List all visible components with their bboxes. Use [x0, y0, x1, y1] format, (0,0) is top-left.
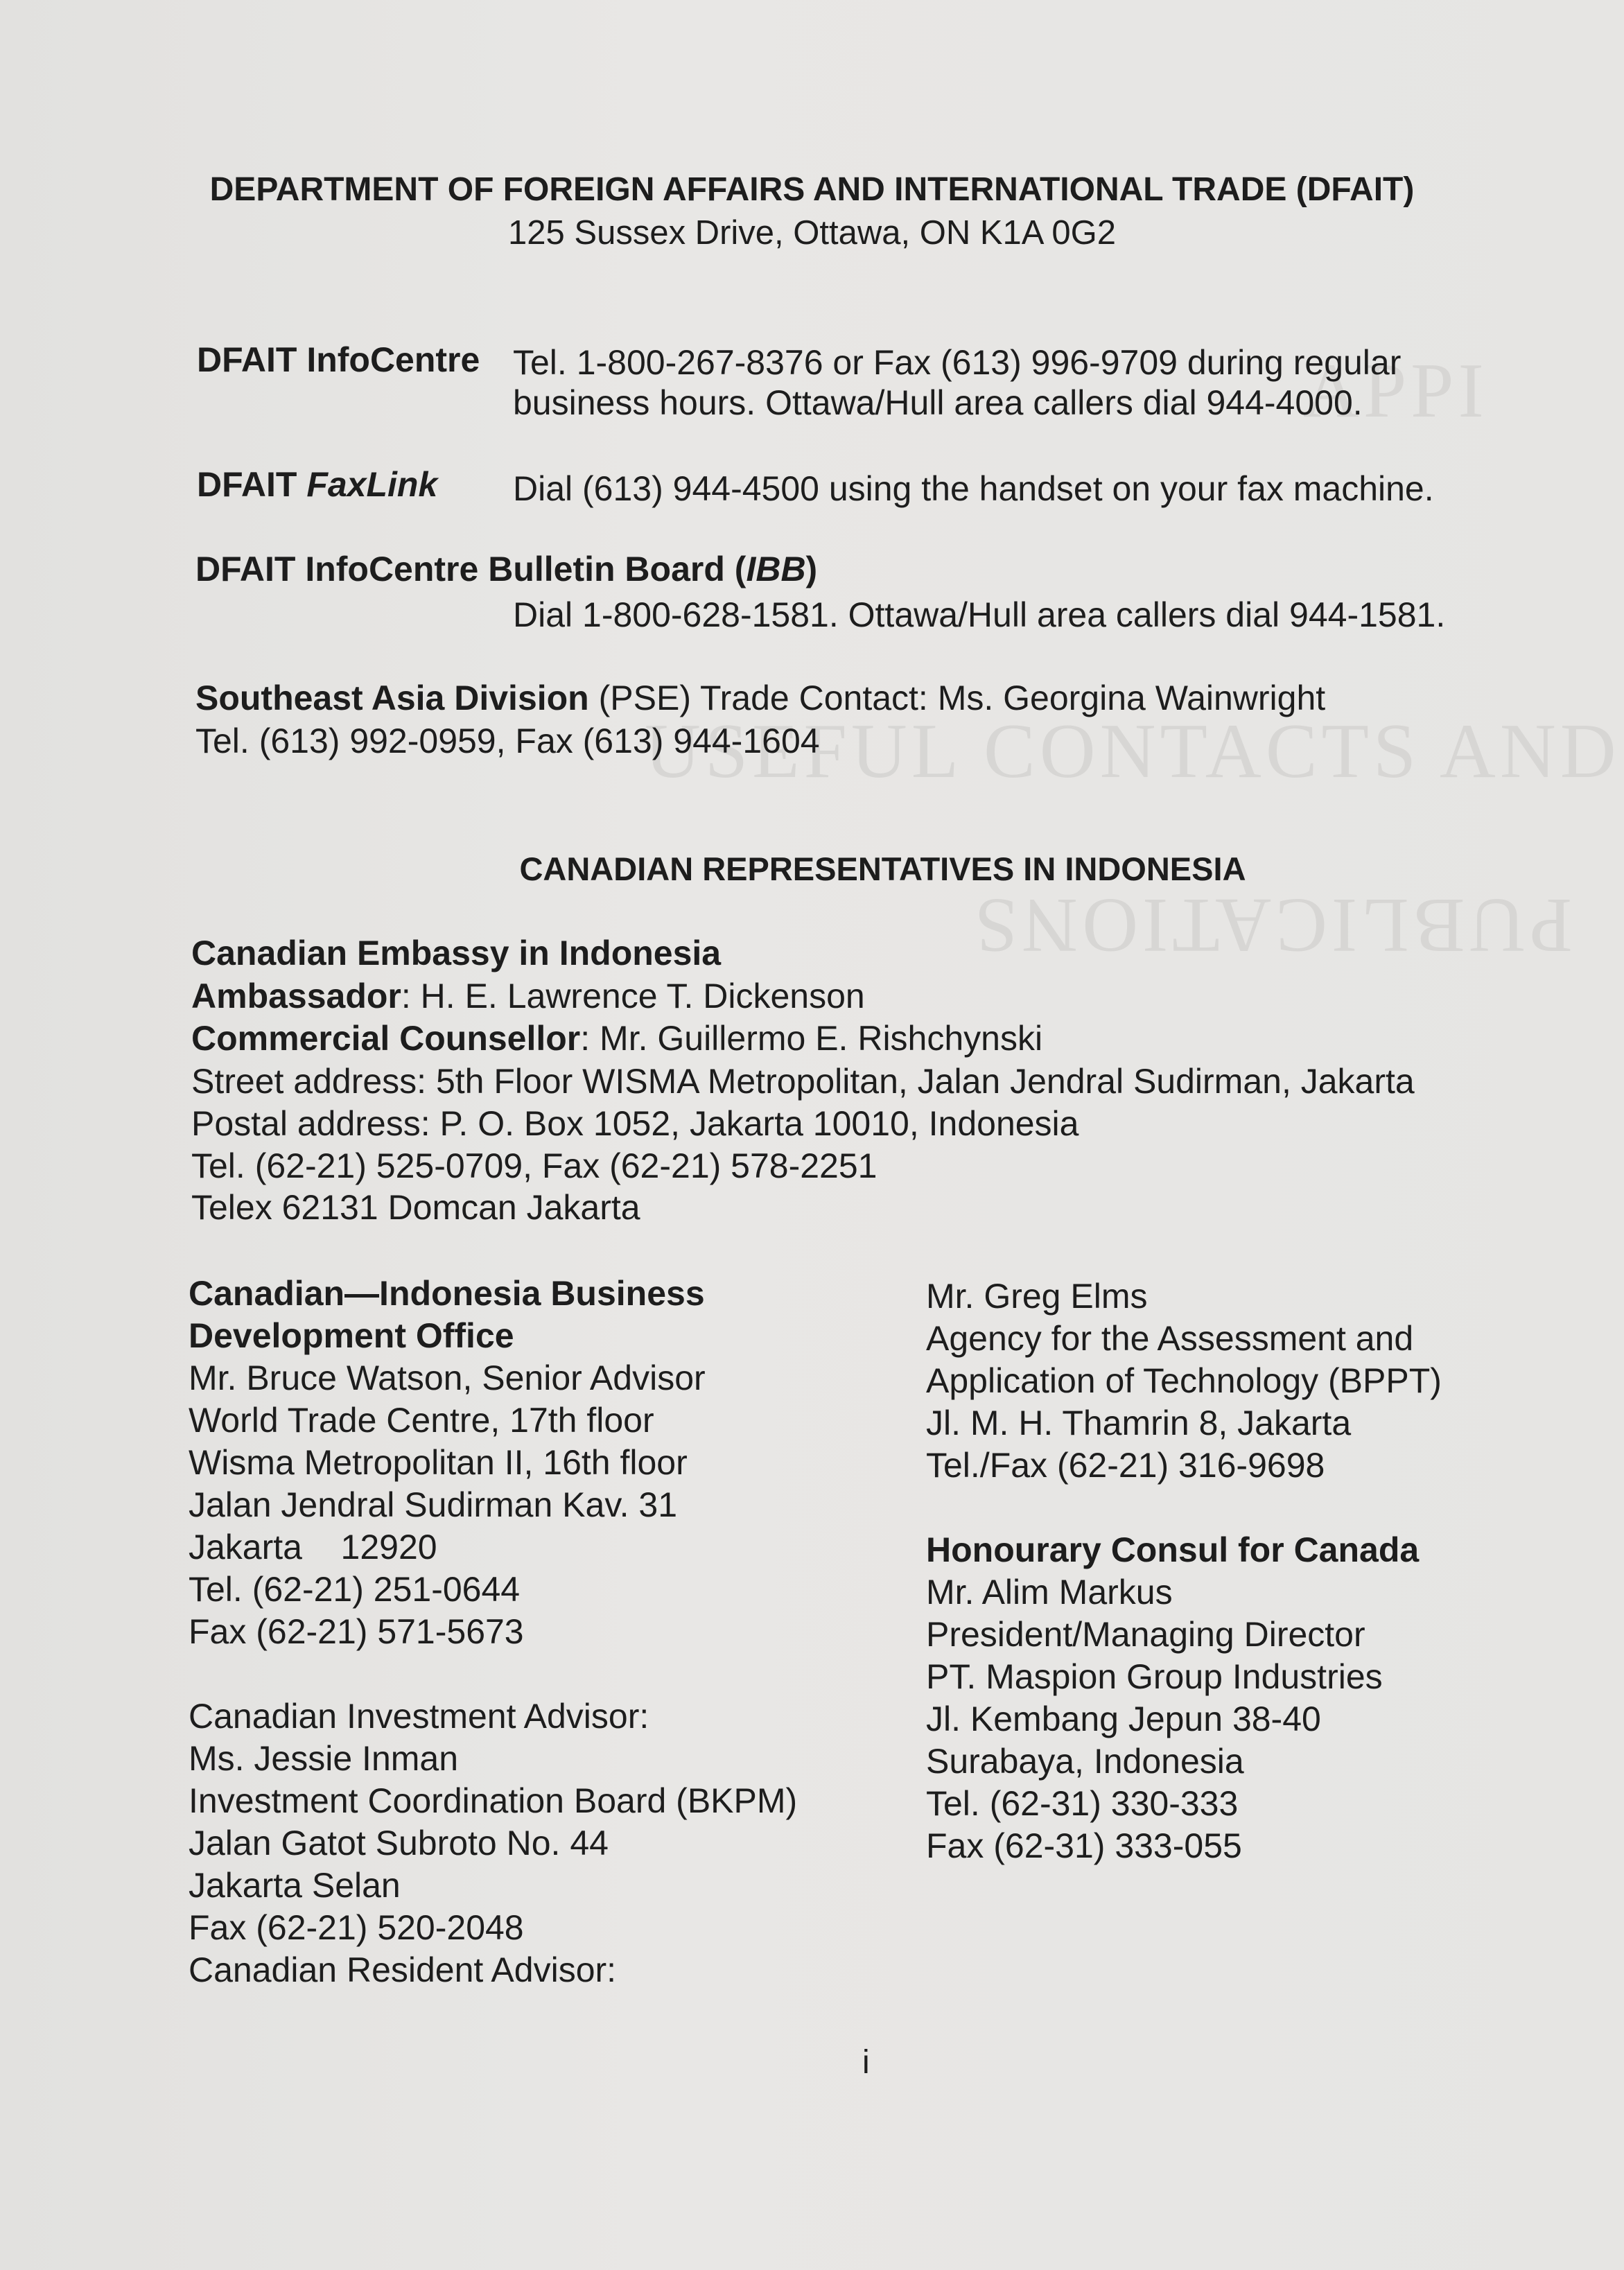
list-item: Tel./Fax (62-21) 316-9698 [926, 1446, 1325, 1485]
list-item: Mr. Greg Elms [926, 1277, 1148, 1316]
sea-tel: Tel. (613) 992-0959, Fax (613) 944-1604 [195, 722, 820, 760]
list-item: Application of Technology (BPPT) [926, 1361, 1442, 1400]
bulletin-label [195, 552, 817, 586]
bleed-through-text: APPI [1303, 348, 1488, 434]
business-office-title-1: Canadian—Indonesia Business [189, 1274, 705, 1313]
sea-text: (PSE) Trade Contact: Ms. Georgina Wainwright [588, 679, 1326, 717]
dfait-title: DEPARTMENT OF FOREIGN AFFAIRS AND INTERNATIONAL TRADE (DFAIT) [209, 171, 1415, 208]
left-column [189, 1273, 797, 1991]
list-item: Fax (62-31) 333-055 [926, 1826, 1242, 1865]
sea-label: Southeast Asia Division [195, 679, 589, 717]
list-item: Surabaya, Indonesia [926, 1742, 1244, 1781]
bulletin-label-italic: IBB [746, 550, 806, 588]
infocentre-line1: Tel. 1-800-267-8376 or Fax (613) 996-9709 during regular [513, 343, 1402, 382]
faxlink-label-prefix: DFAIT [197, 465, 307, 504]
list-item: Jl. Kembang Jepun 38-40 [926, 1700, 1321, 1738]
list-item: PT. Maspion Group Industries [926, 1657, 1383, 1696]
business-office-title-2: Development Office [189, 1316, 514, 1355]
list-item: Mr. Bruce Watson, Senior Advisor [189, 1359, 706, 1397]
page-number: i [862, 2044, 870, 2081]
faxlink-label-italic: FaxLink [306, 465, 438, 504]
list-item: Canadian Resident Advisor: [189, 1950, 617, 1989]
list-item: Tel. (62-31) 330-333 [926, 1784, 1239, 1823]
embassy-title: Canadian Embassy in Indonesia [191, 934, 722, 972]
list-item: Jakarta Selan [189, 1866, 401, 1905]
infocentre-label: DFAIT InfoCentre [197, 340, 480, 379]
embassy-street: Street address: 5th Floor WISMA Metropolitan, Jalan Jendral Sudirman, Jakarta [191, 1062, 1415, 1101]
list-item: Wisma Metropolitan II, 16th floor [189, 1443, 688, 1482]
bulletin-label-end: ) [805, 550, 818, 588]
list-item: Agency for the Assessment and [926, 1319, 1414, 1358]
faxlink-text: Dial (613) 944-4500 using the handset on your fax machine. [513, 469, 1434, 508]
list-item: Jakarta 12920 [189, 1528, 437, 1566]
list-item: Ms. Jessie Inman [189, 1739, 459, 1778]
ambassador-line [191, 979, 865, 1013]
spacer [926, 1487, 1442, 1529]
list-item: Mr. Alim Markus [926, 1573, 1173, 1612]
right-column [926, 1275, 1442, 1867]
ambassador-label: Ambassador [191, 977, 401, 1015]
reps-heading: CANADIAN REPRESENTATIVES IN INDONESIA [519, 850, 1246, 887]
embassy-postal: Postal address: P. O. Box 1052, Jakarta 10010, Indonesia [191, 1104, 1079, 1143]
list-item: Jalan Gatot Subroto No. 44 [189, 1824, 609, 1862]
dfait-address: 125 Sussex Drive, Ottawa, ON K1A 0G2 [508, 214, 1116, 252]
counsellor-label: Commercial Counsellor [191, 1019, 581, 1058]
faxlink-label [197, 467, 437, 502]
consul-title: Honourary Consul for Canada [926, 1530, 1420, 1569]
bleed-through-text: USEFUL CONTACTS AND [645, 708, 1621, 794]
bleed-through-text: PUBLICATIONS [970, 882, 1573, 968]
list-item: Fax (62-21) 571-5673 [189, 1612, 524, 1651]
list-item: Jl. M. H. Thamrin 8, Jakarta [926, 1404, 1352, 1442]
infocentre-line2: business hours. Ottawa/Hull area callers dial 944-4000. [513, 383, 1363, 422]
bulletin-text: Dial 1-800-628-1581. Ottawa/Hull area callers dial 944-1581. [513, 595, 1446, 634]
spacer [189, 1653, 797, 1695]
bulletin-label-main: DFAIT InfoCentre Bulletin Board ( [195, 550, 746, 588]
ambassador-value: : H. E. Lawrence T. Dickenson [401, 977, 865, 1015]
embassy-telex: Telex 62131 Domcan Jakarta [191, 1188, 640, 1227]
embassy-tel: Tel. (62-21) 525-0709, Fax (62-21) 578-2251 [191, 1146, 878, 1185]
list-item: Canadian Investment Advisor: [189, 1697, 649, 1736]
list-item: Tel. (62-21) 251-0644 [189, 1570, 521, 1609]
list-item: Fax (62-21) 520-2048 [189, 1908, 524, 1947]
sea-contact [195, 681, 1325, 715]
list-item: World Trade Centre, 17th floor [189, 1401, 654, 1440]
counsellor-value: : Mr. Guillermo E. Rishchynski [580, 1019, 1043, 1058]
counsellor-line [191, 1021, 1042, 1056]
list-item: President/Managing Director [926, 1615, 1365, 1654]
list-item: Jalan Jendral Sudirman Kav. 31 [189, 1485, 678, 1524]
list-item: Investment Coordination Board (BKPM) [189, 1781, 798, 1820]
